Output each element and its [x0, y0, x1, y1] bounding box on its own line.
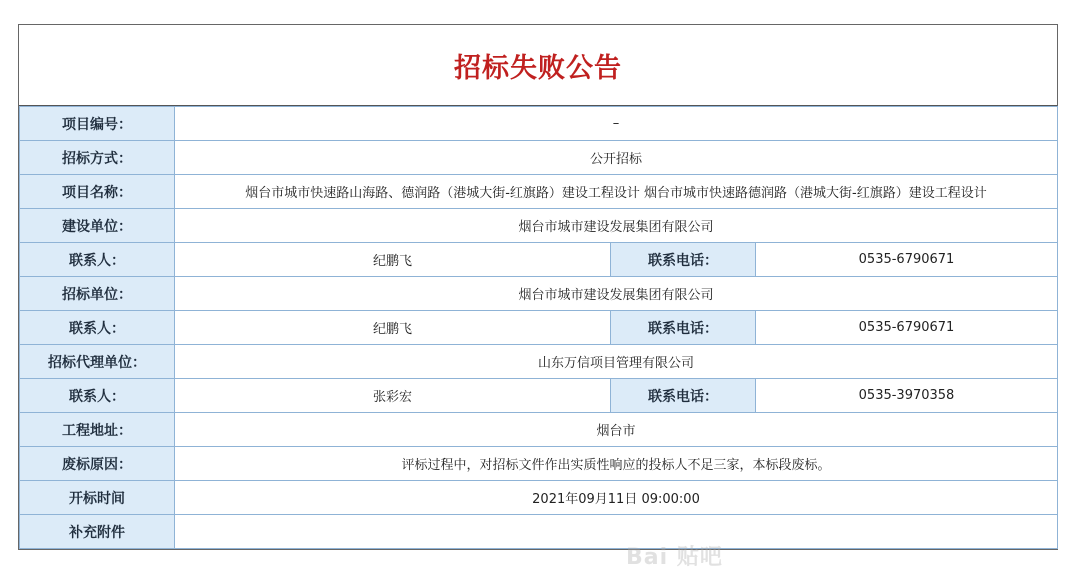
- row-site: [20, 413, 1058, 447]
- site-label: 工程地址：: [20, 413, 175, 447]
- attachment-label: 补充附件: [20, 515, 175, 549]
- row-builder-contact: [20, 243, 1058, 277]
- notice-panel: [18, 24, 1058, 550]
- row-project-no: [20, 107, 1058, 141]
- tender-method-value: 公开招标: [175, 141, 1058, 175]
- row-tender-method: [20, 141, 1058, 175]
- tenderer-contact-label: 联系人：: [20, 311, 175, 345]
- project-no-value: –: [175, 107, 1058, 141]
- builder-phone-value: 0535-6790671: [756, 243, 1058, 277]
- open-time-label: 开标时间: [20, 481, 175, 515]
- agency-phone-value: 0535-3970358: [756, 379, 1058, 413]
- reason-label: 废标原因：: [20, 447, 175, 481]
- tenderer-phone-label: 联系电话：: [611, 311, 756, 345]
- site-value: 烟台市: [175, 413, 1058, 447]
- agency-contact-value: 张彩宏: [175, 379, 611, 413]
- tenderer-contact-value: 纪鹏飞: [175, 311, 611, 345]
- tenderer-label: 招标单位：: [20, 277, 175, 311]
- open-time-value: 2021年09月11日 09:00:00: [175, 481, 1058, 515]
- row-reason: [20, 447, 1058, 481]
- title-box: [19, 25, 1057, 106]
- row-attachment: [20, 515, 1058, 549]
- agency-value: 山东万信项目管理有限公司: [175, 345, 1058, 379]
- project-name-label: 项目名称：: [20, 175, 175, 209]
- row-agency-contact: [20, 379, 1058, 413]
- row-project-name: [20, 175, 1058, 209]
- agency-phone-label: 联系电话：: [611, 379, 756, 413]
- baidu-tieba-watermark: Bai 贴吧: [626, 545, 723, 570]
- reason-value: 评标过程中，对招标文件作出实质性响应的投标人不足三家，本标段废标。: [175, 447, 1058, 481]
- row-agency: [20, 345, 1058, 379]
- row-open-time: [20, 481, 1058, 515]
- builder-contact-label: 联系人：: [20, 243, 175, 277]
- tender-method-label: 招标方式：: [20, 141, 175, 175]
- agency-contact-label: 联系人：: [20, 379, 175, 413]
- builder-value: 烟台市城市建设发展集团有限公司: [175, 209, 1058, 243]
- project-no-label: 项目编号：: [20, 107, 175, 141]
- row-builder: [20, 209, 1058, 243]
- builder-label: 建设单位：: [20, 209, 175, 243]
- builder-phone-label: 联系电话：: [611, 243, 756, 277]
- tenderer-value: 烟台市城市建设发展集团有限公司: [175, 277, 1058, 311]
- builder-contact-value: 纪鹏飞: [175, 243, 611, 277]
- notice-table: [19, 106, 1058, 549]
- row-tenderer-contact: [20, 311, 1058, 345]
- agency-label: 招标代理单位：: [20, 345, 175, 379]
- project-name-value: 烟台市城市快速路山海路、德润路（港城大街-红旗路）建设工程设计 烟台市城市快速路德润路（港城大街-红旗路）建设工程设计: [175, 175, 1058, 209]
- tenderer-phone-value: 0535-6790671: [756, 311, 1058, 345]
- attachment-value: [175, 515, 1058, 549]
- row-tenderer: [20, 277, 1058, 311]
- page-title: 招标失败公告: [454, 52, 622, 84]
